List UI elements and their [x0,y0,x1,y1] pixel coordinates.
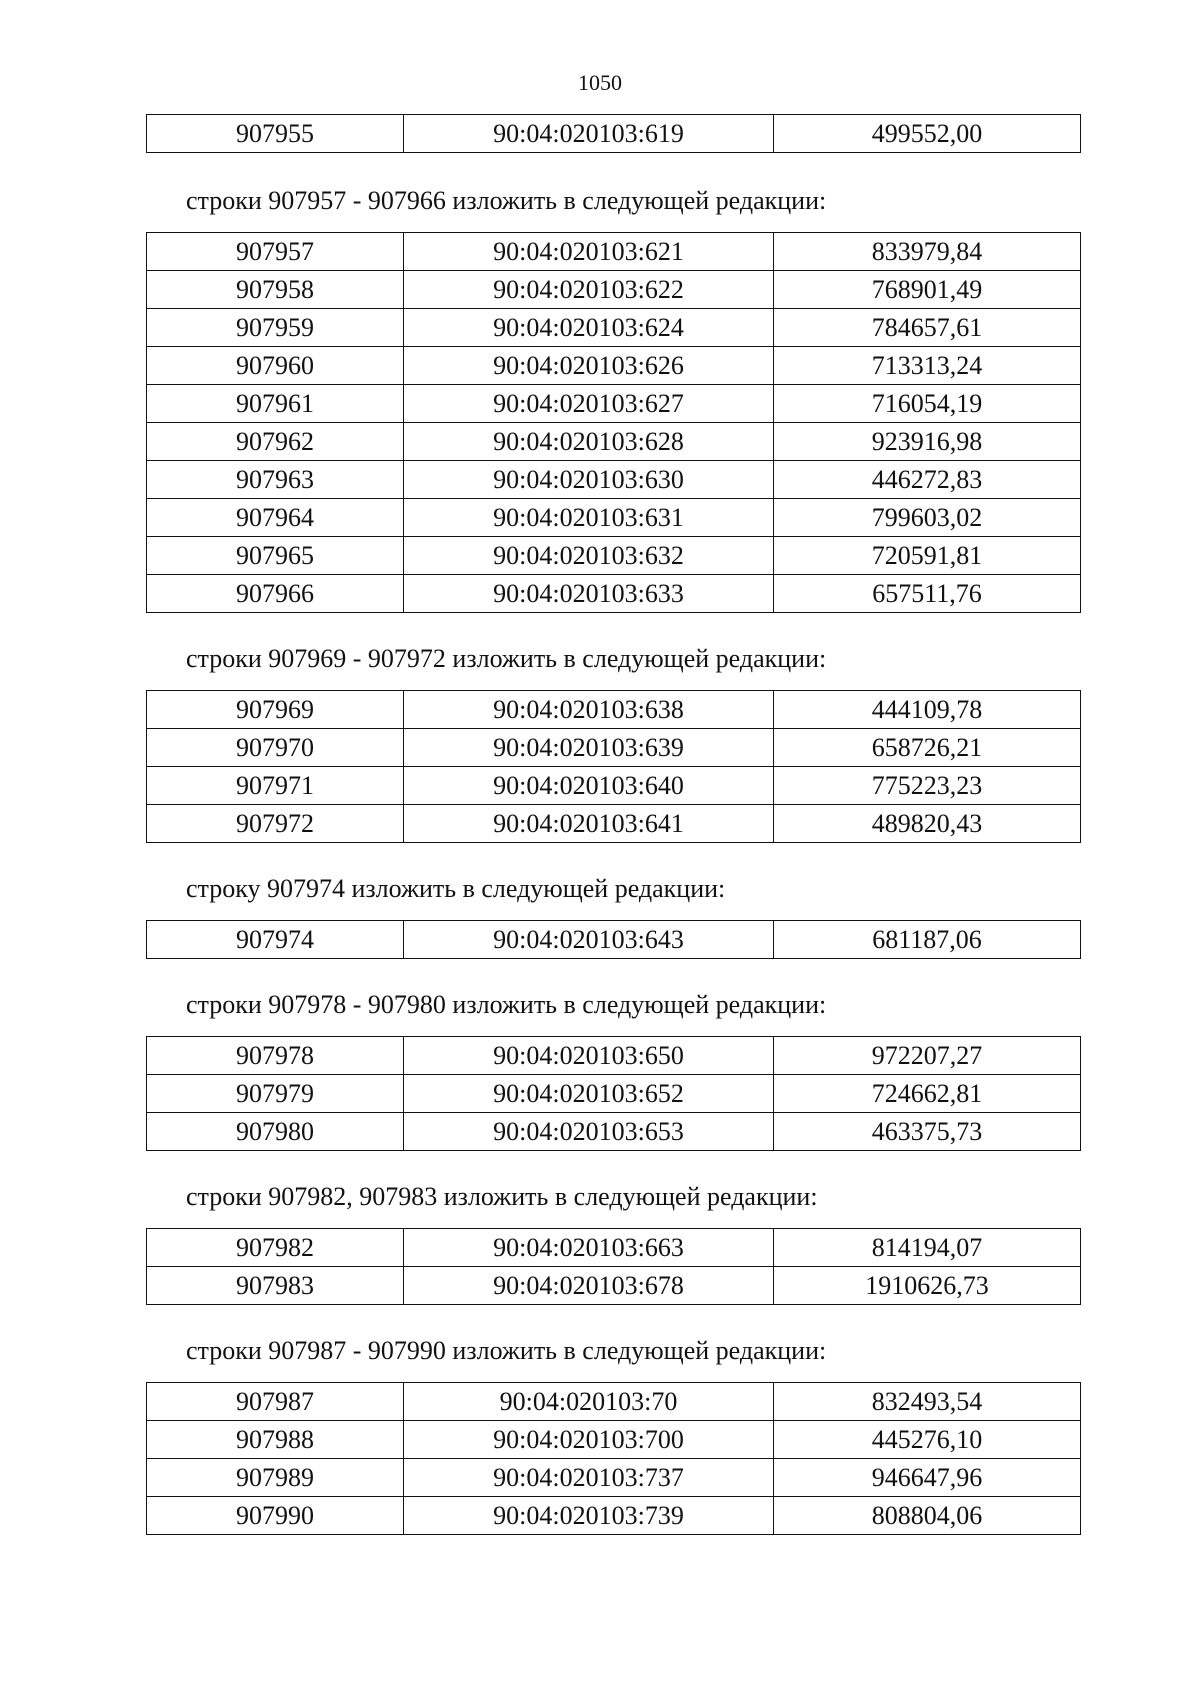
value-cell: 814194,07 [774,1229,1081,1267]
table-row [147,423,1081,461]
cadastral-number-cell: 90:04:020103:663 [404,1229,774,1267]
value-cell: 463375,73 [774,1113,1081,1151]
row-number-cell: 907962 [147,423,404,461]
table-row [147,1383,1081,1421]
table-row [147,691,1081,729]
row-number-cell: 907958 [147,271,404,309]
section-instruction: строки 907969 - 907972 изложить в следующей редакции: [186,644,827,673]
cadastral-number-cell: 90:04:020103:628 [404,423,774,461]
table-row [147,461,1081,499]
section-instruction: строку 907974 изложить в следующей редакции: [186,874,726,903]
value-cell: 775223,23 [774,767,1081,805]
table-row [147,767,1081,805]
row-number-cell: 907987 [147,1383,404,1421]
table-row [147,537,1081,575]
table-row [147,233,1081,271]
cadastral-number-cell: 90:04:020103:643 [404,921,774,959]
cadastral-number-cell: 90:04:020103:627 [404,385,774,423]
data-table [146,690,1081,843]
cadastral-number-cell: 90:04:020103:632 [404,537,774,575]
row-number-cell: 907961 [147,385,404,423]
row-number-cell: 907972 [147,805,404,843]
value-cell: 444109,78 [774,691,1081,729]
row-number-cell: 907971 [147,767,404,805]
section-instruction: строки 907957 - 907966 изложить в следующей редакции: [186,186,827,215]
data-table [146,114,1081,153]
data-table [146,1382,1081,1535]
row-number-cell: 907979 [147,1075,404,1113]
table-row [147,309,1081,347]
page-number: 1050 [578,70,622,95]
value-cell: 768901,49 [774,271,1081,309]
cadastral-number-cell: 90:04:020103:622 [404,271,774,309]
table-row [147,499,1081,537]
table-row [147,1497,1081,1535]
section-instruction: строки 907982, 907983 изложить в следующей редакции: [186,1182,818,1211]
section-instruction: строки 907987 - 907990 изложить в следующей редакции: [186,1336,827,1365]
row-number-cell: 907970 [147,729,404,767]
table-row [147,575,1081,613]
cadastral-number-cell: 90:04:020103:739 [404,1497,774,1535]
value-cell: 972207,27 [774,1037,1081,1075]
row-number-cell: 907990 [147,1497,404,1535]
row-number-cell: 907969 [147,691,404,729]
cadastral-number-cell: 90:04:020103:621 [404,233,774,271]
cadastral-number-cell: 90:04:020103:624 [404,309,774,347]
row-number-cell: 907957 [147,233,404,271]
row-number-cell: 907989 [147,1459,404,1497]
table-row [147,271,1081,309]
table-row [147,385,1081,423]
value-cell: 946647,96 [774,1459,1081,1497]
cadastral-number-cell: 90:04:020103:638 [404,691,774,729]
row-number-cell: 907965 [147,537,404,575]
value-cell: 716054,19 [774,385,1081,423]
cadastral-number-cell: 90:04:020103:631 [404,499,774,537]
row-number-cell: 907974 [147,921,404,959]
value-cell: 799603,02 [774,499,1081,537]
table-row [147,1113,1081,1151]
value-cell: 724662,81 [774,1075,1081,1113]
row-number-cell: 907959 [147,309,404,347]
value-cell: 713313,24 [774,347,1081,385]
document-body [146,114,1080,1535]
cadastral-number-cell: 90:04:020103:626 [404,347,774,385]
cadastral-number-cell: 90:04:020103:700 [404,1421,774,1459]
data-table [146,1228,1081,1305]
table-row [147,1075,1081,1113]
row-number-cell: 907966 [147,575,404,613]
row-number-cell: 907978 [147,1037,404,1075]
value-cell: 833979,84 [774,233,1081,271]
table-row [147,1421,1081,1459]
data-table [146,232,1081,613]
cadastral-number-cell: 90:04:020103:630 [404,461,774,499]
value-cell: 720591,81 [774,537,1081,575]
row-number-cell: 907982 [147,1229,404,1267]
table-row [147,1267,1081,1305]
table-row [147,347,1081,385]
row-number-cell: 907980 [147,1113,404,1151]
table-row [147,1037,1081,1075]
value-cell: 1910626,73 [774,1267,1081,1305]
section-instruction: строки 907978 - 907980 изложить в следующей редакции: [186,990,827,1019]
value-cell: 499552,00 [774,115,1081,153]
table-row [147,921,1081,959]
cadastral-number-cell: 90:04:020103:619 [404,115,774,153]
cadastral-number-cell: 90:04:020103:653 [404,1113,774,1151]
value-cell: 446272,83 [774,461,1081,499]
data-table [146,920,1081,959]
row-number-cell: 907988 [147,1421,404,1459]
table-row [147,805,1081,843]
data-table [146,1036,1081,1151]
row-number-cell: 907960 [147,347,404,385]
row-number-cell: 907964 [147,499,404,537]
row-number-cell: 907963 [147,461,404,499]
value-cell: 658726,21 [774,729,1081,767]
value-cell: 923916,98 [774,423,1081,461]
row-number-cell: 907983 [147,1267,404,1305]
table-row [147,1459,1081,1497]
value-cell: 681187,06 [774,921,1081,959]
cadastral-number-cell: 90:04:020103:640 [404,767,774,805]
row-number-cell: 907955 [147,115,404,153]
cadastral-number-cell: 90:04:020103:678 [404,1267,774,1305]
value-cell: 808804,06 [774,1497,1081,1535]
value-cell: 445276,10 [774,1421,1081,1459]
cadastral-number-cell: 90:04:020103:641 [404,805,774,843]
table-row [147,115,1081,153]
cadastral-number-cell: 90:04:020103:737 [404,1459,774,1497]
cadastral-number-cell: 90:04:020103:70 [404,1383,774,1421]
cadastral-number-cell: 90:04:020103:650 [404,1037,774,1075]
cadastral-number-cell: 90:04:020103:633 [404,575,774,613]
cadastral-number-cell: 90:04:020103:639 [404,729,774,767]
table-row [147,729,1081,767]
table-row [147,1229,1081,1267]
value-cell: 489820,43 [774,805,1081,843]
value-cell: 657511,76 [774,575,1081,613]
value-cell: 832493,54 [774,1383,1081,1421]
value-cell: 784657,61 [774,309,1081,347]
cadastral-number-cell: 90:04:020103:652 [404,1075,774,1113]
